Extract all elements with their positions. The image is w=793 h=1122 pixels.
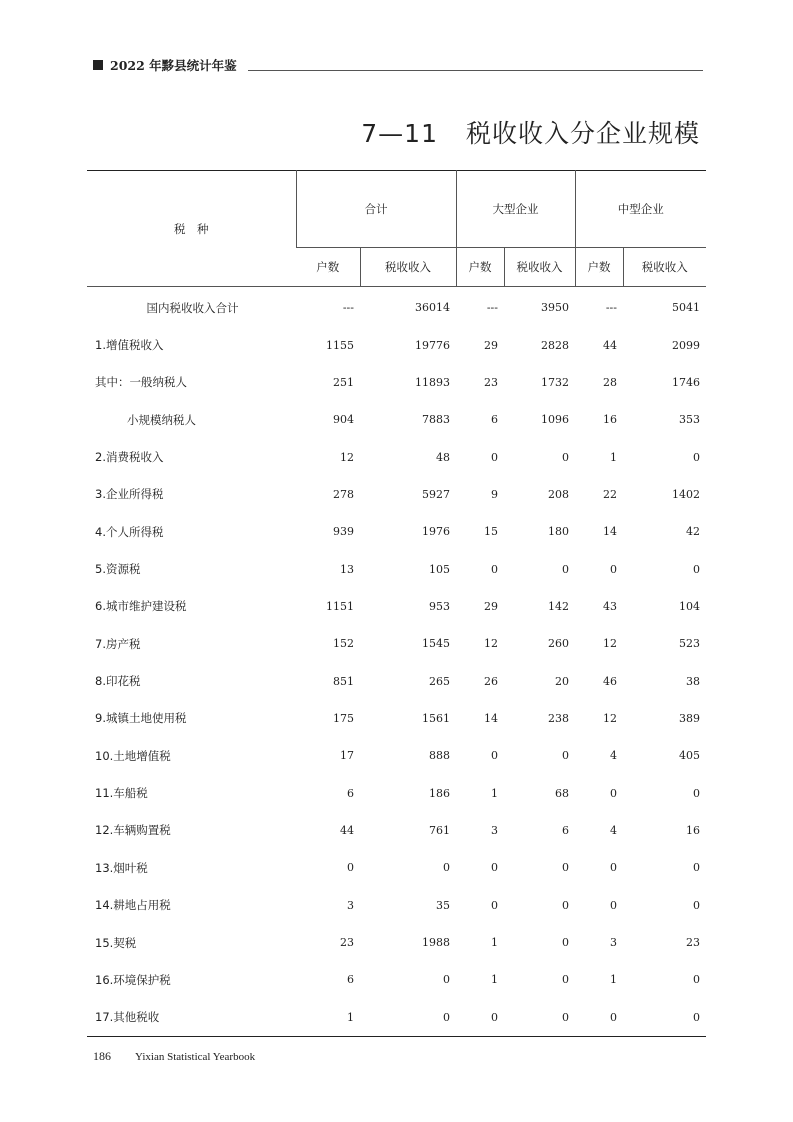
running-header xyxy=(93,57,703,77)
row-label: 5.资源税 xyxy=(95,562,141,577)
cell-value: 36014 xyxy=(415,301,450,315)
table-row xyxy=(87,700,706,737)
cell-value: --- xyxy=(342,301,354,315)
cell-value: 5927 xyxy=(422,487,450,501)
cell-value: 13 xyxy=(340,562,354,576)
cell-value: 38 xyxy=(686,674,700,688)
cell-value: 44 xyxy=(340,823,354,837)
table-number: 7—11 xyxy=(361,119,438,148)
cell-value: 12 xyxy=(340,450,354,464)
row-label: 小规模纳税人 xyxy=(127,412,196,427)
table-row xyxy=(87,364,706,401)
cell-value: 3 xyxy=(491,823,498,837)
table-body xyxy=(87,287,706,1037)
cell-value: 14 xyxy=(484,711,498,725)
table-row xyxy=(87,662,706,699)
cell-value: 0 xyxy=(491,861,498,875)
cell-value: 0 xyxy=(347,861,354,875)
table-row xyxy=(87,625,706,662)
cell-value: 1 xyxy=(491,936,498,950)
cell-value: 1155 xyxy=(326,338,354,352)
cell-value: 265 xyxy=(429,674,450,688)
row-label: 6.城市维护建设税 xyxy=(95,599,187,614)
table-row xyxy=(87,887,706,924)
cell-value: 761 xyxy=(429,823,450,837)
cell-value: 28 xyxy=(603,375,617,389)
table-row xyxy=(87,401,706,438)
cell-value: 7883 xyxy=(422,413,450,427)
cell-value: 6 xyxy=(347,786,354,800)
table-title xyxy=(361,114,700,150)
table-row xyxy=(87,999,706,1037)
cell-value: --- xyxy=(605,301,617,315)
cell-value: 180 xyxy=(548,525,569,539)
cell-value: 1402 xyxy=(672,487,700,501)
group-header-total: 合计 xyxy=(296,171,456,248)
cell-value: 0 xyxy=(610,786,617,800)
table-row xyxy=(87,513,706,550)
group-header-medium: 中型企业 xyxy=(575,171,706,248)
cell-value: 0 xyxy=(693,861,700,875)
cell-value: 405 xyxy=(679,749,700,763)
cell-value: 1096 xyxy=(541,413,569,427)
table-row xyxy=(87,774,706,811)
cell-value: 44 xyxy=(603,338,617,352)
header-square-marker xyxy=(93,60,103,70)
cell-value: 0 xyxy=(693,562,700,576)
cell-value: 19776 xyxy=(415,338,450,352)
cell-value: 42 xyxy=(686,525,700,539)
row-label: 3.企业所得税 xyxy=(95,487,164,502)
cell-value: 0 xyxy=(443,1010,450,1024)
cell-value: 0 xyxy=(610,1010,617,1024)
cell-value: 904 xyxy=(333,413,354,427)
table-row xyxy=(87,476,706,513)
sub-header: 户数 xyxy=(575,248,623,287)
cell-value: 0 xyxy=(491,562,498,576)
cell-value: 888 xyxy=(429,749,450,763)
cell-value: 0 xyxy=(491,749,498,763)
cell-value: 1732 xyxy=(541,375,569,389)
cell-value: 953 xyxy=(429,599,450,613)
sub-header: 税收收入 xyxy=(360,248,456,287)
cell-value: 0 xyxy=(491,450,498,464)
cell-value: 278 xyxy=(333,487,354,501)
table-row xyxy=(87,961,706,998)
cell-value: 175 xyxy=(333,711,354,725)
cell-value: 23 xyxy=(340,936,354,950)
cell-value: 2099 xyxy=(672,338,700,352)
cell-value: 939 xyxy=(333,525,354,539)
cell-value: 3950 xyxy=(541,301,569,315)
cell-value: 142 xyxy=(548,599,569,613)
cell-value: 1 xyxy=(610,973,617,987)
cell-value: 260 xyxy=(548,637,569,651)
table-row xyxy=(87,737,706,774)
row-label: 13.烟叶税 xyxy=(95,860,148,875)
cell-value: 23 xyxy=(686,936,700,950)
cell-value: 105 xyxy=(429,562,450,576)
row-label: 4.个人所得税 xyxy=(95,524,164,539)
row-label: 14.耕地占用税 xyxy=(95,898,171,913)
yearbook-title: 2022 年黟县统计年鉴 xyxy=(110,58,237,73)
cell-value: 0 xyxy=(562,562,569,576)
cell-value: 3 xyxy=(347,898,354,912)
cell-value: 3 xyxy=(610,936,617,950)
cell-value: 1 xyxy=(610,450,617,464)
cell-value: 17 xyxy=(340,749,354,763)
cell-value: 0 xyxy=(562,973,569,987)
row-header-tax-type: 税 种 xyxy=(87,171,296,287)
table-row xyxy=(87,588,706,625)
table-row xyxy=(87,326,706,363)
cell-value: 0 xyxy=(693,450,700,464)
sub-header: 户数 xyxy=(456,248,504,287)
page-footer xyxy=(93,1049,255,1064)
row-label: 其中：一般纳税人 xyxy=(95,375,187,390)
cell-value: 1746 xyxy=(672,375,700,389)
cell-value: 0 xyxy=(562,1010,569,1024)
cell-value: 0 xyxy=(693,973,700,987)
table-row xyxy=(87,924,706,961)
table-row xyxy=(87,287,706,327)
cell-value: 1 xyxy=(491,786,498,800)
row-label: 8.印花税 xyxy=(95,674,141,689)
cell-value: 238 xyxy=(548,711,569,725)
row-label: 16.环境保护税 xyxy=(95,972,171,987)
cell-value: 4 xyxy=(610,749,617,763)
cell-value: 46 xyxy=(603,674,617,688)
cell-value: 68 xyxy=(555,786,569,800)
cell-value: 23 xyxy=(484,375,498,389)
table-row xyxy=(87,438,706,475)
cell-value: 104 xyxy=(679,599,700,613)
cell-value: 0 xyxy=(562,936,569,950)
cell-value: 20 xyxy=(555,674,569,688)
cell-value: 11893 xyxy=(415,375,450,389)
cell-value: 1151 xyxy=(326,599,354,613)
cell-value: 353 xyxy=(679,413,700,427)
cell-value: 29 xyxy=(484,338,498,352)
cell-value: 0 xyxy=(693,898,700,912)
group-header-large: 大型企业 xyxy=(456,171,575,248)
cell-value: 6 xyxy=(562,823,569,837)
sub-header: 税收收入 xyxy=(504,248,575,287)
cell-value: 6 xyxy=(491,413,498,427)
cell-value: 0 xyxy=(562,749,569,763)
cell-value: 35 xyxy=(436,898,450,912)
table-row xyxy=(87,849,706,886)
cell-value: 5041 xyxy=(672,301,700,315)
cell-value: 2828 xyxy=(541,338,569,352)
cell-value: 14 xyxy=(603,525,617,539)
row-label: 15.契税 xyxy=(95,935,137,950)
cell-value: 1988 xyxy=(422,936,450,950)
cell-value: 523 xyxy=(679,637,700,651)
row-label: 12.车辆购置税 xyxy=(95,823,171,838)
cell-value: 186 xyxy=(429,786,450,800)
cell-value: 208 xyxy=(548,487,569,501)
cell-value: 26 xyxy=(484,674,498,688)
cell-value: 0 xyxy=(610,898,617,912)
cell-value: 1 xyxy=(491,973,498,987)
cell-value: 4 xyxy=(610,823,617,837)
sub-header: 户数 xyxy=(296,248,360,287)
cell-value: --- xyxy=(486,301,498,315)
cell-value: 16 xyxy=(686,823,700,837)
cell-value: 43 xyxy=(603,599,617,613)
cell-value: 0 xyxy=(562,898,569,912)
cell-value: 1561 xyxy=(422,711,450,725)
header-rule xyxy=(248,70,703,71)
row-label: 1.增值税收入 xyxy=(95,338,164,353)
cell-value: 16 xyxy=(603,413,617,427)
cell-value: 0 xyxy=(443,973,450,987)
cell-value: 12 xyxy=(484,637,498,651)
cell-value: 0 xyxy=(491,1010,498,1024)
cell-value: 389 xyxy=(679,711,700,725)
table-row xyxy=(87,550,706,587)
cell-value: 1976 xyxy=(422,525,450,539)
row-label: 7.房产税 xyxy=(95,636,141,651)
cell-value: 12 xyxy=(603,711,617,725)
row-label: 2.消费税收入 xyxy=(95,450,164,465)
tax-revenue-table xyxy=(87,170,706,1037)
page-number: 186 xyxy=(93,1049,111,1063)
cell-value: 9 xyxy=(491,487,498,501)
row-label: 10.土地增值税 xyxy=(95,748,171,763)
cell-value: 0 xyxy=(610,861,617,875)
cell-value: 0 xyxy=(562,861,569,875)
cell-value: 0 xyxy=(443,861,450,875)
cell-value: 0 xyxy=(610,562,617,576)
sub-header: 税收收入 xyxy=(623,248,706,287)
cell-value: 0 xyxy=(693,1010,700,1024)
table-row xyxy=(87,812,706,849)
row-label: 9.城镇土地使用税 xyxy=(95,711,187,726)
cell-value: 29 xyxy=(484,599,498,613)
cell-value: 48 xyxy=(436,450,450,464)
row-label: 国内税收收入合计 xyxy=(146,300,239,315)
row-label: 17.其他税收 xyxy=(95,1010,160,1025)
cell-value: 1545 xyxy=(422,637,450,651)
cell-value: 0 xyxy=(562,450,569,464)
yearbook-name-en: Yixian Statistical Yearbook xyxy=(135,1051,256,1063)
cell-value: 1 xyxy=(347,1010,354,1024)
row-label: 11.车船税 xyxy=(95,786,148,801)
table-title-text: 税收收入分企业规模 xyxy=(465,119,700,148)
cell-value: 0 xyxy=(693,786,700,800)
cell-value: 851 xyxy=(333,674,354,688)
cell-value: 12 xyxy=(603,637,617,651)
cell-value: 0 xyxy=(491,898,498,912)
cell-value: 152 xyxy=(333,637,354,651)
cell-value: 251 xyxy=(333,375,354,389)
cell-value: 15 xyxy=(484,525,498,539)
cell-value: 6 xyxy=(347,973,354,987)
cell-value: 22 xyxy=(603,487,617,501)
